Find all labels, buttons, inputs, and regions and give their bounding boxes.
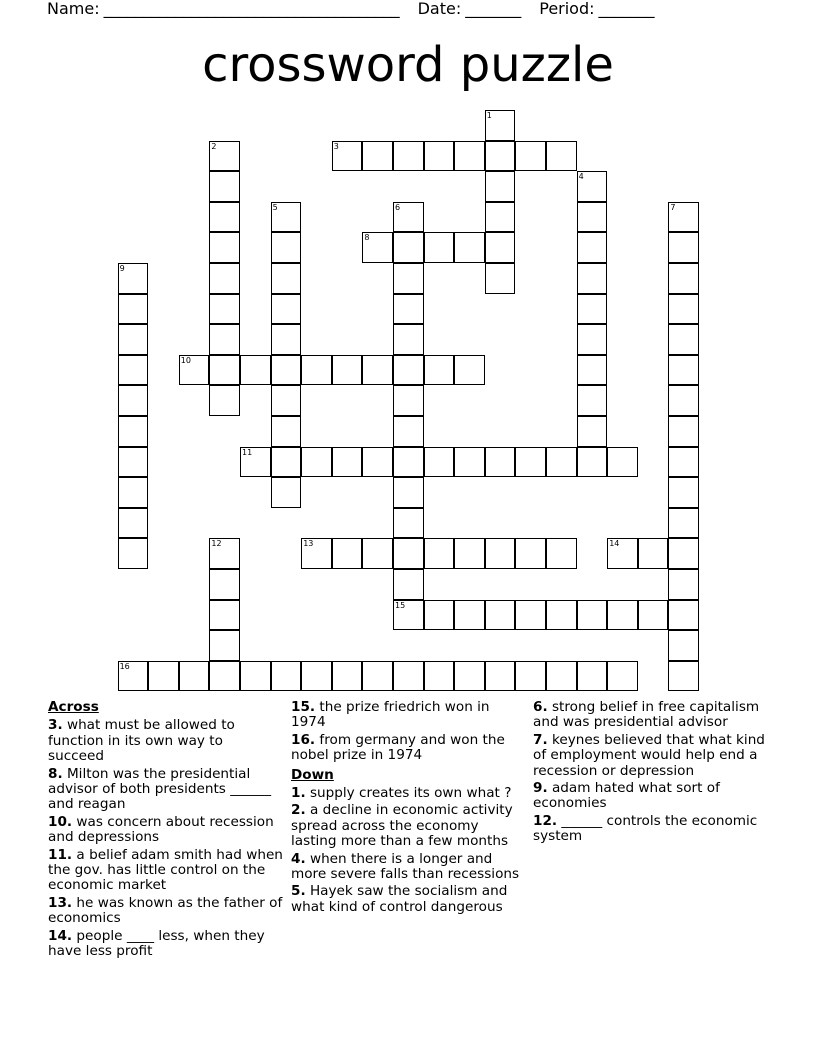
grid-cell-r8-c15[interactable]: [577, 355, 608, 386]
clue-down-5: 5. Hayek saw the socialism and what kind of control dangerous: [291, 883, 508, 915]
grid-cell-r7-c18[interactable]: [668, 324, 699, 355]
clue-across-10: 10. was concern about recession and depressions: [48, 813, 274, 846]
grid-cell-r11-c12[interactable]: [485, 447, 516, 478]
grid-cell-r8-c9[interactable]: [393, 355, 424, 386]
grid-cell-r11-c15[interactable]: [577, 447, 608, 478]
grid-cell-r3-c15[interactable]: [577, 202, 608, 233]
grid-cell-r14-c11[interactable]: [454, 538, 485, 569]
grid-cell-r7-c5[interactable]: [271, 324, 302, 355]
clue-across-8: 8. Milton was the presidential advisor of both presidents ______ and reagan: [48, 765, 271, 813]
across-heading: Across: [48, 699, 99, 715]
grid-cell-r18-c11[interactable]: [454, 661, 485, 692]
clue-across-11: 11. a belief adam smith had when the gov. has little control on the economic market: [48, 846, 283, 894]
grid-cell-r12-c0[interactable]: [118, 477, 149, 508]
grid-cell-r11-c14[interactable]: [546, 447, 577, 478]
grid-cell-r16-c18[interactable]: [668, 600, 699, 631]
clue-number-label: 2: [211, 141, 217, 151]
grid-cell-r11-c11[interactable]: [454, 447, 485, 478]
clue-across-14: 14. people ____ less, when they have less profit: [48, 927, 265, 960]
grid-cell-r2-c12[interactable]: [485, 171, 516, 202]
grid-cell-r18-c4[interactable]: [240, 661, 271, 692]
grid-cell-r1-c9[interactable]: [393, 141, 424, 172]
grid-cell-r0-c12[interactable]: [485, 110, 516, 141]
clue-across-13: 13. he was known as the father of economics: [48, 894, 283, 927]
grid-cell-r4-c9[interactable]: [393, 232, 424, 263]
grid-cell-r7-c9[interactable]: [393, 324, 424, 355]
grid-cell-r13-c18[interactable]: [668, 508, 699, 539]
grid-cell-r14-c6[interactable]: [301, 538, 332, 569]
clue-number-label: 9: [119, 264, 125, 273]
grid-cell-r18-c5[interactable]: [271, 661, 302, 692]
grid-cell-r8-c0[interactable]: [118, 355, 149, 386]
grid-cell-r14-c0[interactable]: [118, 538, 149, 569]
clue-number-label: 11: [242, 447, 253, 457]
clue-across-3: 3. what must be allowed to function in its own way to succeed: [48, 717, 235, 765]
grid-cell-r14-c17[interactable]: [638, 538, 669, 569]
grid-cell-r18-c12[interactable]: [485, 661, 516, 692]
grid-cell-r11-c18[interactable]: [668, 447, 699, 478]
clue-number-label: 4: [578, 172, 584, 182]
grid-cell-r11-c16[interactable]: [607, 447, 638, 478]
grid-cell-r8-c2[interactable]: [179, 355, 210, 386]
grid-cell-r18-c9[interactable]: [393, 661, 424, 692]
grid-cell-r7-c15[interactable]: [577, 324, 608, 355]
grid-cell-r8-c18[interactable]: [668, 355, 699, 386]
clues-column-2: [291, 700, 526, 917]
grid-cell-r16-c15[interactable]: [577, 600, 608, 631]
clue-down-7: 7. keynes believed that what kind of employment would help end a recession or depression: [533, 731, 765, 779]
grid-cell-r3-c9[interactable]: [393, 202, 424, 233]
grid-cell-r6-c15[interactable]: [577, 294, 608, 325]
grid-cell-r18-c13[interactable]: [515, 661, 546, 692]
grid-cell-r16-c9[interactable]: [393, 600, 424, 631]
grid-cell-r5-c18[interactable]: [668, 263, 699, 294]
name-label: Name:: [47, 0, 100, 18]
grid-cell-r14-c8[interactable]: [362, 538, 393, 569]
clue-number-label: 10: [180, 355, 191, 365]
grid-cell-r1-c11[interactable]: [454, 141, 485, 172]
date-blank[interactable]: _______: [465, 0, 522, 18]
grid-cell-r8-c11[interactable]: [454, 355, 485, 386]
grid-cell-r2-c3[interactable]: [209, 171, 240, 202]
grid-cell-r8-c4[interactable]: [240, 355, 271, 386]
grid-cell-r18-c15[interactable]: [577, 661, 608, 692]
grid-cell-r4-c18[interactable]: [668, 232, 699, 263]
grid-cell-r6-c5[interactable]: [271, 294, 302, 325]
grid-cell-r13-c9[interactable]: [393, 508, 424, 539]
clue-across-16: 16. from germany and won the nobel prize in 1974: [291, 731, 505, 764]
grid-cell-r4-c3[interactable]: [209, 232, 240, 263]
date-label: Date:: [417, 0, 462, 18]
grid-cell-r5-c12[interactable]: [485, 263, 516, 294]
grid-cell-r6-c0[interactable]: [118, 294, 149, 325]
grid-cell-r9-c0[interactable]: [118, 385, 149, 416]
grid-cell-r14-c13[interactable]: [515, 538, 546, 569]
clue-down-6: 6. strong belief in free capitalism and was presidential advisor: [533, 699, 760, 731]
clue-number-label: 15: [395, 600, 406, 610]
clue-number-label: 6: [395, 202, 401, 212]
grid-cell-r11-c7[interactable]: [332, 447, 363, 478]
grid-cell-r8-c6[interactable]: [301, 355, 332, 386]
grid-cell-r16-c12[interactable]: [485, 600, 516, 631]
clue-number-label: 12: [211, 539, 222, 549]
grid-cell-r9-c15[interactable]: [577, 385, 608, 416]
grid-cell-r6-c9[interactable]: [393, 294, 424, 325]
grid-cell-r18-c16[interactable]: [607, 661, 638, 692]
grid-cell-r11-c10[interactable]: [424, 447, 455, 478]
clue-across-15: 15. the prize friedrich won in 1974: [291, 699, 490, 731]
grid-cell-r15-c9[interactable]: [393, 569, 424, 600]
grid-cell-r3-c5[interactable]: [271, 202, 302, 233]
grid-cell-r16-c17[interactable]: [638, 600, 669, 631]
grid-cell-r5-c5[interactable]: [271, 263, 302, 294]
grid-cell-r12-c18[interactable]: [668, 477, 699, 508]
grid-cell-r14-c16[interactable]: [607, 538, 638, 569]
grid-cell-r8-c5[interactable]: [271, 355, 302, 386]
period-blank[interactable]: _______: [598, 0, 655, 18]
name-blank[interactable]: _____________________________________: [103, 0, 400, 18]
grid-cell-r7-c3[interactable]: [209, 324, 240, 355]
grid-cell-r5-c3[interactable]: [209, 263, 240, 294]
grid-cell-r15-c3[interactable]: [209, 569, 240, 600]
grid-cell-r14-c10[interactable]: [424, 538, 455, 569]
grid-cell-r4-c5[interactable]: [271, 232, 302, 263]
grid-cell-r6-c18[interactable]: [668, 294, 699, 325]
grid-cell-r1-c14[interactable]: [546, 141, 577, 172]
grid-cell-r18-c6[interactable]: [301, 661, 332, 692]
grid-cell-r1-c7[interactable]: [332, 141, 363, 172]
grid-cell-r9-c3[interactable]: [209, 385, 240, 416]
grid-cell-r17-c3[interactable]: [209, 630, 240, 661]
grid-cell-r10-c9[interactable]: [393, 416, 424, 447]
grid-cell-r18-c8[interactable]: [362, 661, 393, 692]
clue-down-12: 12. ______ controls the economic system: [533, 812, 758, 845]
clue-number-label: 3: [333, 141, 339, 151]
grid-cell-r1-c12[interactable]: [485, 141, 516, 172]
grid-cell-r11-c5[interactable]: [271, 447, 302, 478]
grid-cell-r11-c8[interactable]: [362, 447, 393, 478]
clues-column-1: [48, 700, 283, 962]
clue-down-4: 4. when there is a longer and more severe falls than recessions: [291, 850, 520, 883]
grid-cell-r4-c15[interactable]: [577, 232, 608, 263]
grid-cell-r14-c7[interactable]: [332, 538, 363, 569]
grid-cell-r11-c6[interactable]: [301, 447, 332, 478]
grid-cell-r4-c8[interactable]: [362, 232, 393, 263]
grid-cell-r8-c8[interactable]: [362, 355, 393, 386]
grid-cell-r9-c18[interactable]: [668, 385, 699, 416]
grid-cell-r8-c10[interactable]: [424, 355, 455, 386]
grid-cell-r13-c0[interactable]: [118, 508, 149, 539]
grid-cell-r16-c3[interactable]: [209, 600, 240, 631]
grid-cell-r14-c18[interactable]: [668, 538, 699, 569]
clue-number-label: 16: [119, 661, 130, 671]
grid-cell-r2-c15[interactable]: [577, 171, 608, 202]
grid-cell-r4-c10[interactable]: [424, 232, 455, 263]
grid-cell-r9-c5[interactable]: [271, 385, 302, 416]
grid-cell-r11-c4[interactable]: [240, 447, 271, 478]
down-heading: Down: [291, 766, 334, 783]
grid-cell-r18-c2[interactable]: [179, 661, 210, 692]
period-label: Period:: [539, 0, 595, 18]
grid-cell-r4-c12[interactable]: [485, 232, 516, 263]
clue-number-label: 5: [272, 202, 278, 212]
grid-cell-r12-c5[interactable]: [271, 477, 302, 508]
student-info-header: [47, 0, 673, 18]
grid-cell-r14-c9[interactable]: [393, 538, 424, 569]
grid-cell-r11-c0[interactable]: [118, 447, 149, 478]
grid-cell-r1-c10[interactable]: [424, 141, 455, 172]
grid-cell-r11-c9[interactable]: [393, 447, 424, 478]
grid-cell-r10-c0[interactable]: [118, 416, 149, 447]
clue-number-label: 13: [303, 539, 314, 549]
grid-cell-r3-c18[interactable]: [668, 202, 699, 233]
grid-cell-r7-c0[interactable]: [118, 324, 149, 355]
clue-down-1: 1. supply creates its own what ?: [291, 785, 512, 802]
grid-cell-r14-c12[interactable]: [485, 538, 516, 569]
grid-cell-r14-c3[interactable]: [209, 538, 240, 569]
grid-cell-r18-c18[interactable]: [668, 661, 699, 692]
grid-cell-r18-c7[interactable]: [332, 661, 363, 692]
grid-cell-r12-c9[interactable]: [393, 477, 424, 508]
grid-cell-r16-c16[interactable]: [607, 600, 638, 631]
grid-cell-r3-c3[interactable]: [209, 202, 240, 233]
clues-column-3: [533, 700, 768, 847]
grid-cell-r11-c13[interactable]: [515, 447, 546, 478]
grid-cell-r1-c3[interactable]: [209, 141, 240, 172]
grid-cell-r3-c12[interactable]: [485, 202, 516, 233]
grid-cell-r18-c10[interactable]: [424, 661, 455, 692]
grid-cell-r5-c0[interactable]: [118, 263, 149, 294]
clue-number-label: 14: [609, 539, 620, 549]
grid-cell-r14-c14[interactable]: [546, 538, 577, 569]
grid-cell-r5-c9[interactable]: [393, 263, 424, 294]
grid-cell-r16-c14[interactable]: [546, 600, 577, 631]
clue-number-label: 7: [670, 202, 676, 212]
grid-cell-r18-c0[interactable]: [118, 661, 149, 692]
grid-cell-r15-c18[interactable]: [668, 569, 699, 600]
grid-cell-r1-c13[interactable]: [515, 141, 546, 172]
grid-cell-r6-c3[interactable]: [209, 294, 240, 325]
grid-cell-r17-c18[interactable]: [668, 630, 699, 661]
clue-number-label: 1: [486, 111, 492, 120]
grid-cell-r18-c3[interactable]: [209, 661, 240, 692]
grid-cell-r8-c7[interactable]: [332, 355, 363, 386]
clue-down-9: 9. adam hated what sort of economies: [533, 780, 720, 812]
page-title: crossword puzzle: [202, 37, 614, 93]
grid-cell-r10-c5[interactable]: [271, 416, 302, 447]
grid-cell-r18-c1[interactable]: [148, 661, 179, 692]
clue-down-2: 2. a decline in economic activity spread across the economy lasting more than a few months: [291, 802, 513, 850]
grid-cell-r16-c11[interactable]: [454, 600, 485, 631]
grid-cell-r4-c11[interactable]: [454, 232, 485, 263]
grid-cell-r9-c9[interactable]: [393, 385, 424, 416]
grid-cell-r18-c14[interactable]: [546, 661, 577, 692]
grid-cell-r5-c15[interactable]: [577, 263, 608, 294]
grid-cell-r10-c15[interactable]: [577, 416, 608, 447]
grid-cell-r1-c8[interactable]: [362, 141, 393, 172]
grid-cell-r10-c18[interactable]: [668, 416, 699, 447]
grid-cell-r16-c13[interactable]: [515, 600, 546, 631]
grid-cell-r16-c10[interactable]: [424, 600, 455, 631]
clue-number-label: 8: [364, 233, 370, 243]
grid-cell-r8-c3[interactable]: [209, 355, 240, 386]
